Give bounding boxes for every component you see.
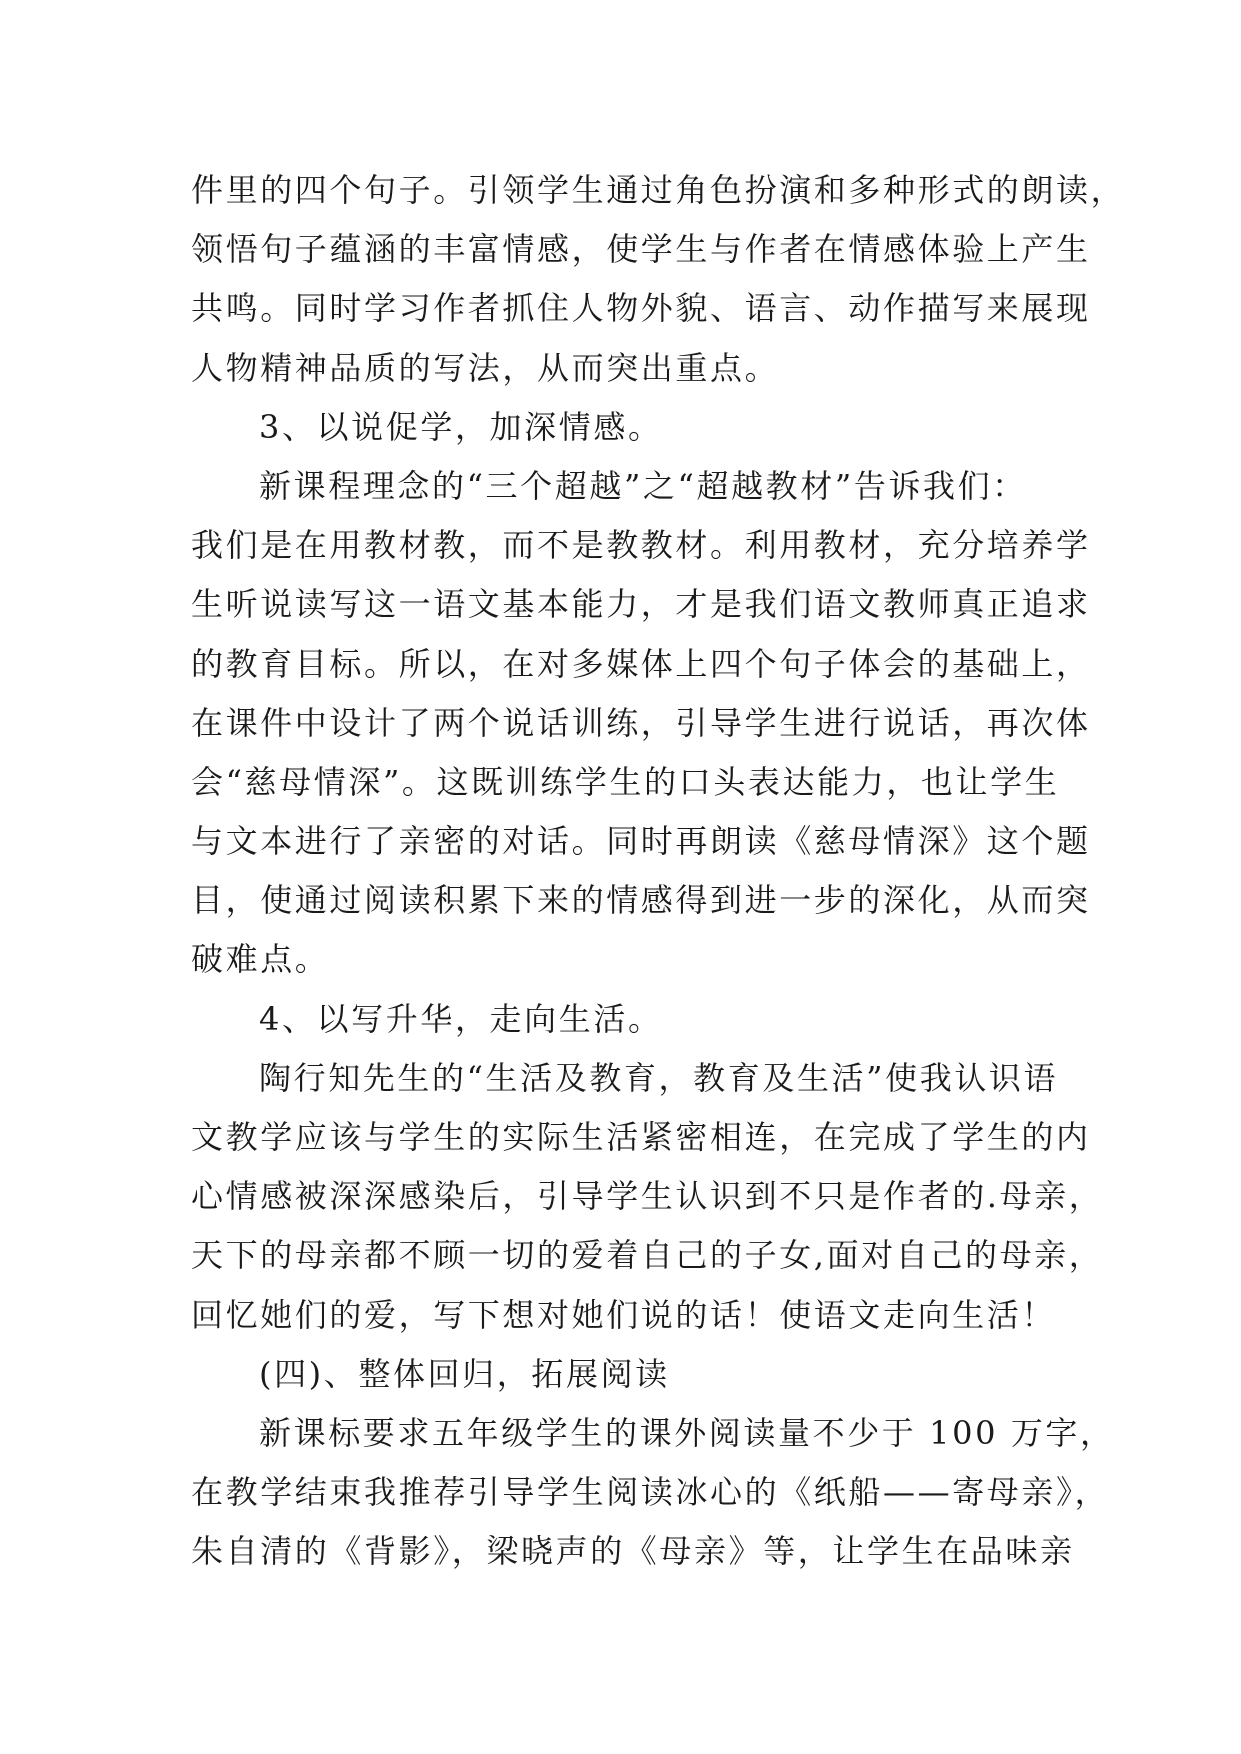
- text-line: 在课件中设计了两个说话训练，引导学生进行说话，再次体: [191, 703, 1091, 742]
- text-line: 件里的四个句子。引领学生通过角色扮演和多种形式的朗读，: [191, 171, 1126, 209]
- section-heading: 4、以写升华，走向生活。: [259, 999, 663, 1038]
- text-line: 目，使通过阅读积累下来的情感得到进一步的深化，从而突: [191, 881, 1091, 920]
- text-line: 生听说读写这一语文基本能力，才是我们语文教师真正追求: [191, 585, 1091, 624]
- text-line: 会“慈母情深”。这既训练学生的口头表达能力，也让学生: [191, 762, 1060, 801]
- text-line: 与文本进行了亲密的对话。同时再朗读《慈母情深》这个题: [191, 822, 1091, 861]
- text-line: 共鸣。同时学习作者抓住人物外貌、语言、动作描写来展现: [191, 289, 1091, 328]
- text-line: 陶行知先生的“生活及教育，教育及生活”使我认识语: [259, 1058, 1059, 1097]
- text-line: 朱自清的《背影》，梁晓声的《母亲》等，让学生在品味亲: [191, 1532, 1075, 1571]
- section-heading: (四)、整体回归，拓展阅读: [259, 1354, 670, 1393]
- text-line: 人物精神品质的写法，从而突出重点。: [191, 348, 780, 387]
- document-body: [191, 161, 1126, 1582]
- text-line: 天下的母亲都不顾一切的爱着自己的子女,面对自己的母亲，: [191, 1236, 1104, 1275]
- text-line: 新课程理念的“三个超越”之“超越教材”告诉我们：: [259, 466, 1027, 505]
- text-line: 领悟句子蕴涵的丰富情感，使学生与作者在情感体验上产生: [191, 230, 1091, 269]
- text-line: 回忆她们的爱，写下想对她们说的话！使语文走向生活！: [191, 1295, 1057, 1334]
- text-line: 在教学结束我推荐引导学生阅读冰心的《纸船——寄母亲》，: [191, 1473, 1110, 1512]
- section-heading: 3、以说促学，加深情感。: [259, 407, 663, 446]
- text-line: 文教学应该与学生的实际生活紧密相连，在完成了学生的内: [191, 1118, 1091, 1156]
- text-line: 新课标要求五年级学生的课外阅读量不少于 100 万字，: [259, 1413, 1115, 1452]
- text-line: 我们是在用教材教，而不是教教材。利用教材，充分培养学: [191, 526, 1091, 565]
- text-line: 破难点。: [191, 940, 330, 979]
- text-line: 心情感被深深感染后，引导学生认识到不只是作者的.母亲，: [191, 1177, 1104, 1216]
- text-line: 的教育目标。所以，在对多媒体上四个句子体会的基础上，: [191, 644, 1091, 683]
